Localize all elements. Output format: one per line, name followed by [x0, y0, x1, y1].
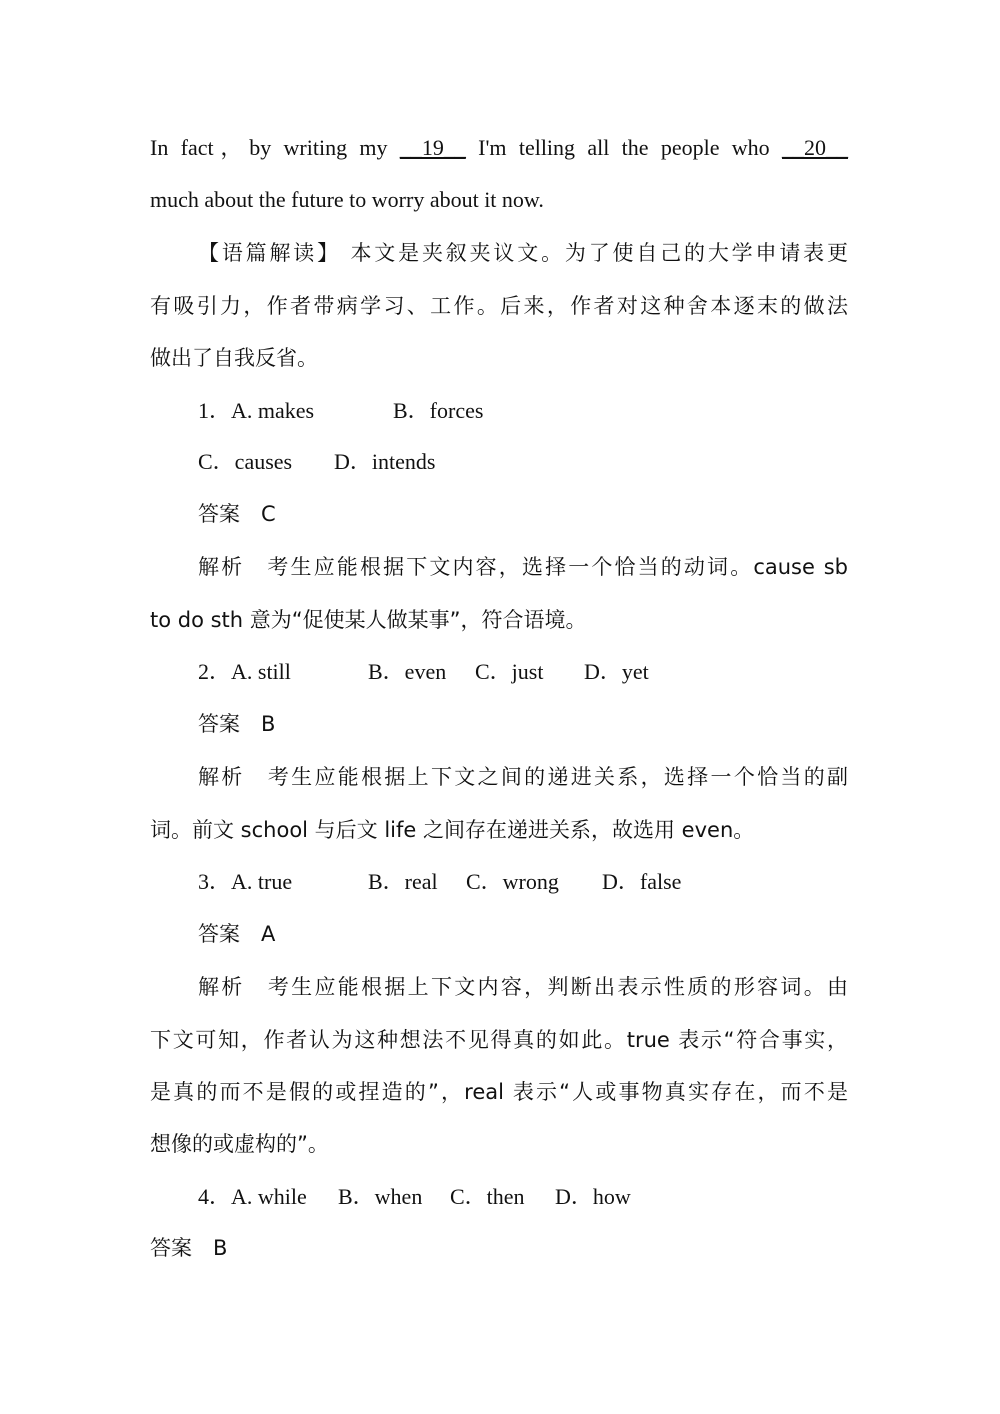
option: C．wrong — [466, 869, 559, 894]
answer: 答案 B — [150, 1236, 228, 1260]
option: B．when — [338, 1184, 423, 1209]
question-1-options — [198, 396, 798, 426]
option: 4．A. while — [198, 1184, 307, 1209]
option: C．just — [475, 659, 544, 684]
blank-20: __20__ — [782, 135, 848, 160]
answer: 答案 C — [198, 502, 276, 526]
option: D．yet — [584, 659, 649, 684]
option: B．real — [368, 869, 438, 894]
analysis-line: 词。前文 school 与后文 life 之间存在递进关系，故选用 even。 — [150, 818, 755, 842]
answer: 答案 B — [198, 712, 276, 736]
question-4-options — [198, 1182, 798, 1212]
analysis-line: 是真的而不是假的或捏造的”，real 表示“人或事物真实存在，而不是 — [150, 1080, 848, 1104]
option: B．forces — [393, 398, 484, 423]
option: C．causes — [198, 449, 293, 474]
passage-line — [150, 133, 848, 163]
text: I'm telling all the people who — [465, 135, 782, 160]
analysis-line: 下文可知，作者认为这种想法不见得真的如此。true 表示“符合事实， — [150, 1028, 848, 1052]
summary-line: 做出了自我反省。 — [150, 346, 318, 370]
answer: 答案 A — [198, 922, 276, 946]
option: C．then — [450, 1184, 525, 1209]
analysis-line: to do sth 意为“促使某人做某事”，符合语境。 — [150, 608, 587, 632]
blank-19: __19__ — [399, 135, 466, 160]
option: B．even — [368, 659, 447, 684]
question-3-options — [198, 867, 798, 897]
analysis-line: 想像的或虚构的”。 — [150, 1132, 329, 1156]
analysis-line: 解析 考生应能根据上下文内容，判断出表示性质的形容词。由 — [198, 975, 848, 999]
analysis-line: 解析 考生应能根据上下文之间的递进关系，选择一个恰当的副 — [198, 765, 848, 789]
question-1-options — [198, 447, 798, 477]
option: D．intends — [334, 449, 436, 474]
option: 1．A. makes — [198, 398, 315, 423]
option: D．false — [602, 869, 682, 894]
analysis-line: 解析 考生应能根据下文内容，选择一个恰当的动词。cause sb — [198, 555, 848, 579]
option: D．how — [555, 1184, 631, 1209]
summary-line: 有吸引力，作者带病学习、工作。后来，作者对这种舍本逐末的做法 — [150, 294, 848, 318]
summary-line: 【语篇解读】 本文是夹叙夹议文。为了使自己的大学申请表更 — [198, 241, 848, 265]
question-2-options — [198, 657, 798, 687]
option: 3．A. true — [198, 869, 293, 894]
passage-line: much about the future to worry about it now. — [150, 187, 544, 212]
text: In fact，by writing my — [150, 135, 400, 160]
option: 2．A. still — [198, 659, 291, 684]
